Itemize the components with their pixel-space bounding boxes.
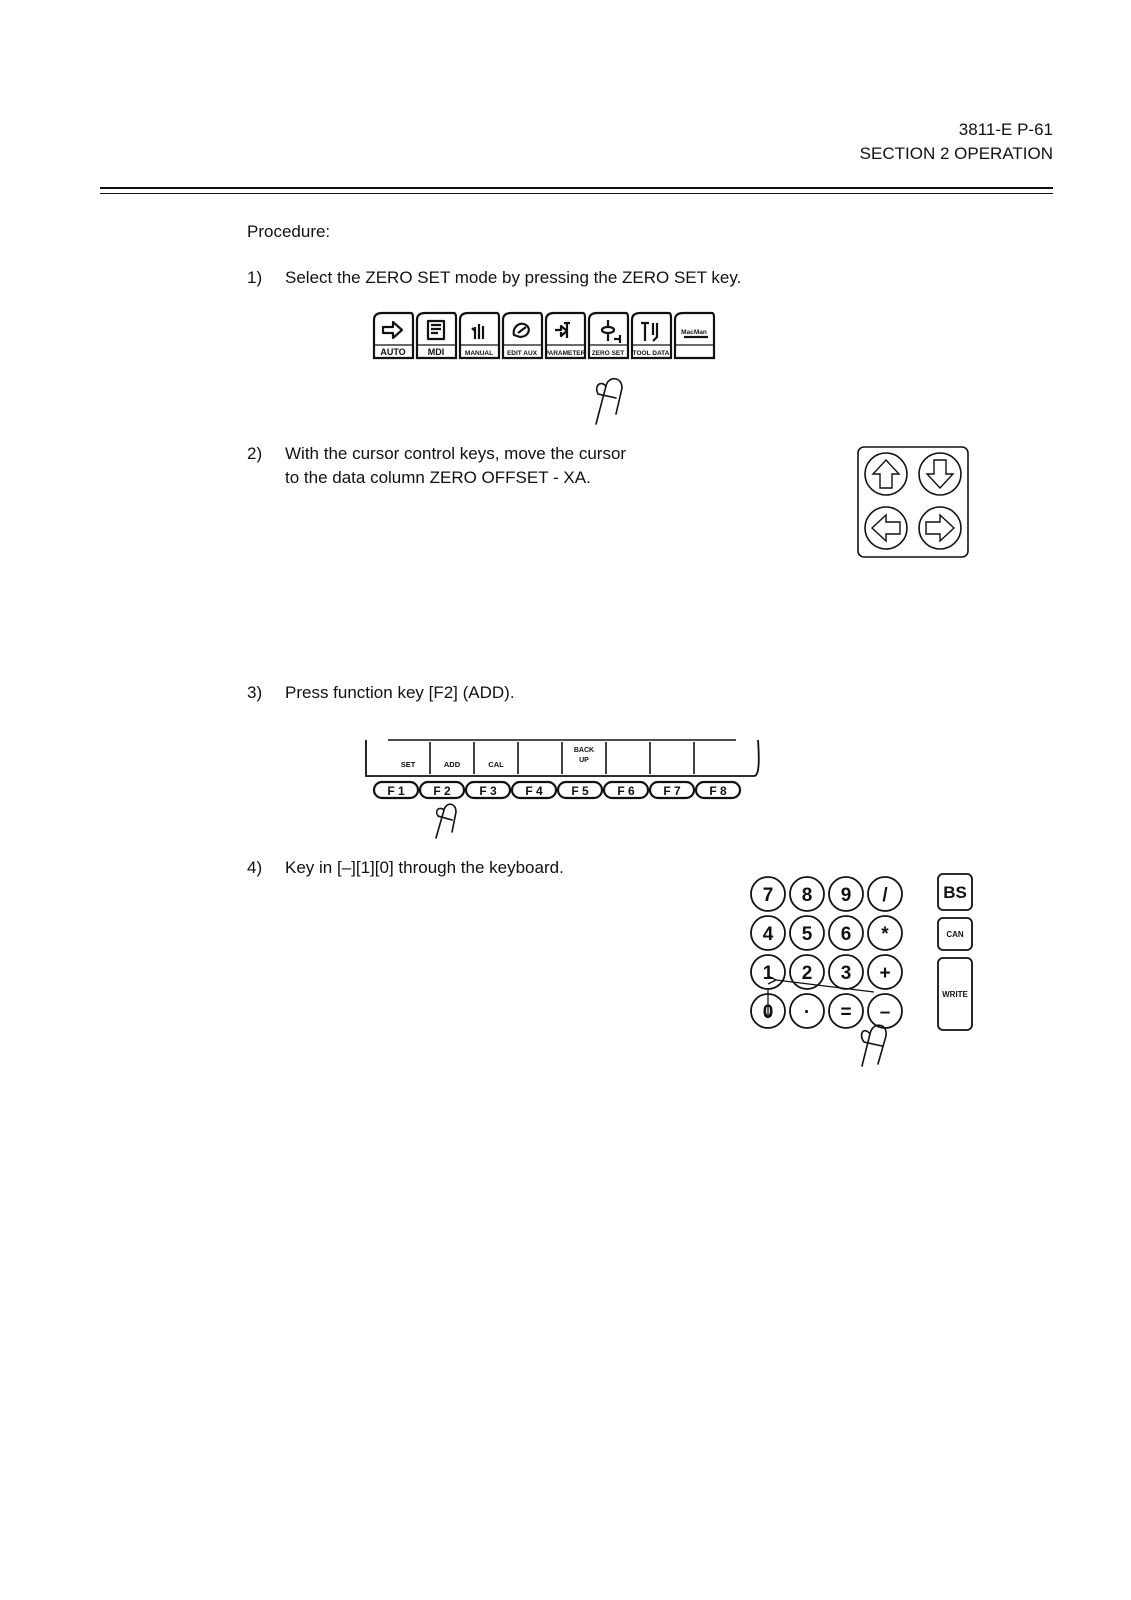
arrow-up-key[interactable] xyxy=(865,453,907,495)
step-2-line1: With the cursor control keys, move the cursor xyxy=(285,444,627,463)
svg-text:SET: SET xyxy=(400,760,416,769)
manual-mode-key[interactable] xyxy=(460,313,499,358)
keypad-key-plus[interactable] xyxy=(868,955,902,989)
step-2-line2: to the data column ZERO OFFSET - XA. xyxy=(285,468,591,487)
keypad-key-4[interactable] xyxy=(751,916,785,950)
svg-text:F 4: F 4 xyxy=(525,784,543,798)
keypad-key-9[interactable] xyxy=(829,877,863,911)
step-3-number: 3) xyxy=(247,683,263,702)
svg-text:UP: UP xyxy=(579,757,589,764)
keypad-key-minus[interactable] xyxy=(868,994,902,1028)
macman-mode-key[interactable] xyxy=(675,313,714,358)
can-key[interactable] xyxy=(938,918,972,950)
step-2-number: 2) xyxy=(247,444,263,463)
mdi-key-label: MDI xyxy=(427,347,445,357)
step-4-number: 4) xyxy=(247,858,263,877)
zero-set-key-label: ZERO SET xyxy=(591,350,625,357)
zero-set-icon xyxy=(602,320,620,343)
parameter-key-label: PARAMETER xyxy=(544,350,586,357)
menu-label-back-up xyxy=(574,747,594,764)
svg-text:6: 6 xyxy=(840,924,852,945)
svg-text:4: 4 xyxy=(762,924,774,945)
parameter-mode-key[interactable] xyxy=(545,313,586,358)
screen-icon xyxy=(428,321,444,339)
svg-text:5: 5 xyxy=(801,924,813,945)
menu-label-cal xyxy=(488,760,504,769)
svg-text:CAL: CAL xyxy=(488,760,504,769)
write-key[interactable] xyxy=(938,958,972,1030)
keypad-key-slash[interactable] xyxy=(868,877,902,911)
svg-text:0: 0 xyxy=(762,1002,774,1023)
svg-text:/: / xyxy=(882,885,888,906)
arrow-left-icon xyxy=(872,515,900,541)
mode-key-strip xyxy=(372,312,752,432)
tool-data-mode-key[interactable] xyxy=(632,313,671,358)
function-key-f-8[interactable] xyxy=(696,782,740,798)
svg-text:*: * xyxy=(881,924,889,945)
macman-key-label: MacMan xyxy=(681,329,707,336)
procedure-title: Procedure: xyxy=(247,222,331,241)
svg-text:–: – xyxy=(879,1002,891,1023)
hand-icon xyxy=(472,324,483,339)
pointing-finger-icon xyxy=(596,379,622,424)
svg-text:F 5: F 5 xyxy=(571,784,589,798)
svg-text:F 8: F 8 xyxy=(709,784,727,798)
svg-text:ADD: ADD xyxy=(443,760,461,769)
auto-key-label: AUTO xyxy=(380,347,406,357)
svg-text:2: 2 xyxy=(801,963,813,984)
step-1-number: 1) xyxy=(247,268,263,287)
menu-label-set xyxy=(401,760,416,769)
function-key-f-2[interactable] xyxy=(420,782,464,798)
arrow-left-key[interactable] xyxy=(865,507,907,549)
mdi-mode-key[interactable] xyxy=(417,313,456,358)
tool-data-key-label: TOOL DATA xyxy=(632,350,670,357)
step-1-text: Select the ZERO SET mode by pressing the ZERO SET key. xyxy=(285,268,742,287)
svg-text:WRITE: WRITE xyxy=(942,989,968,999)
keypad-key-8[interactable] xyxy=(790,877,824,911)
keypad-key-3[interactable] xyxy=(829,955,863,989)
keypad-key-asterisk[interactable] xyxy=(868,916,902,950)
menu-label-add xyxy=(444,760,461,769)
svg-text:F 6: F 6 xyxy=(617,784,635,798)
function-key-panel xyxy=(362,738,762,848)
manual-key-label: MANUAL xyxy=(464,350,494,357)
svg-text:·: · xyxy=(803,1002,811,1023)
svg-text:BACK: BACK xyxy=(573,747,595,754)
bs-key[interactable] xyxy=(938,874,972,910)
svg-text:1: 1 xyxy=(762,963,774,984)
zero-set-mode-key[interactable] xyxy=(589,313,628,358)
document-id: 3811-E P-61 xyxy=(958,120,1053,139)
pointing-finger-icon xyxy=(436,804,456,838)
arrow-down-icon xyxy=(927,460,953,488)
arrow-right-icon xyxy=(383,322,402,338)
function-key-f-7[interactable] xyxy=(650,782,694,798)
function-key-f-6[interactable] xyxy=(604,782,648,798)
svg-text:F 1: F 1 xyxy=(387,784,405,798)
svg-text:+: + xyxy=(879,963,891,984)
edit-icon xyxy=(514,324,529,337)
function-key-f-1[interactable] xyxy=(374,782,418,798)
svg-text:F 7: F 7 xyxy=(663,784,681,798)
tool-data-icon xyxy=(641,323,657,341)
section-title: SECTION 2 OPERATION xyxy=(859,144,1053,163)
arrow-right-key[interactable] xyxy=(919,507,961,549)
function-key-f-3[interactable] xyxy=(466,782,510,798)
svg-text:F 2: F 2 xyxy=(433,784,451,798)
pointing-finger-icon xyxy=(862,1025,887,1066)
auto-mode-key[interactable] xyxy=(374,313,413,358)
keypad-key-5[interactable] xyxy=(790,916,824,950)
function-key-f-4[interactable] xyxy=(512,782,556,798)
svg-text:9: 9 xyxy=(840,885,852,906)
edit-aux-key-label: EDIT AUX xyxy=(506,350,538,357)
svg-text:BS: BS xyxy=(943,883,967,903)
arrow-right-icon xyxy=(926,515,954,541)
keypad-key-equals[interactable] xyxy=(829,994,863,1028)
svg-text:7: 7 xyxy=(762,885,774,906)
parameter-icon xyxy=(555,323,570,338)
keypad-key-6[interactable] xyxy=(829,916,863,950)
edit-aux-mode-key[interactable] xyxy=(503,313,542,358)
arrow-up-icon xyxy=(873,460,899,488)
keypad-key-7[interactable] xyxy=(751,877,785,911)
step-4-text: Key in [–][1][0] through the keyboard. xyxy=(285,858,564,877)
svg-text:8: 8 xyxy=(801,885,813,906)
cursor-keys xyxy=(857,446,969,558)
svg-text:CAN: CAN xyxy=(946,929,964,939)
keypad-key-dot[interactable] xyxy=(790,994,824,1028)
step-3-text: Press function key [F2] (ADD). xyxy=(285,683,515,702)
header-rule-thin xyxy=(100,193,1053,194)
function-key-f-5[interactable] xyxy=(558,782,602,798)
svg-text:F 3: F 3 xyxy=(479,784,497,798)
numeric-keypad xyxy=(748,872,988,1072)
svg-text:=: = xyxy=(840,1002,852,1023)
header-rule xyxy=(100,187,1053,189)
arrow-down-key[interactable] xyxy=(919,453,961,495)
svg-text:3: 3 xyxy=(840,963,852,984)
